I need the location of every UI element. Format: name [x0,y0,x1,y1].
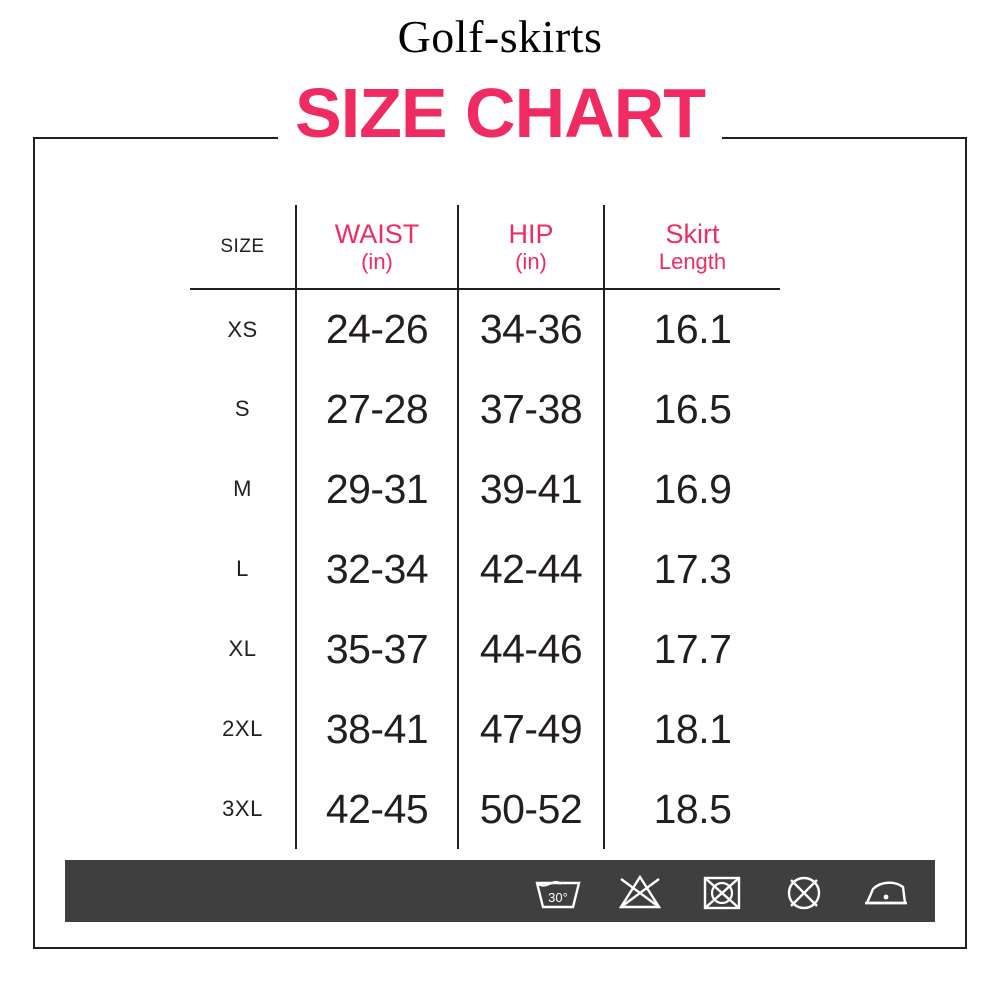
cell-waist: 35-37 [296,609,458,689]
do-not-dry-clean-icon [777,869,831,913]
cell-hip: 39-41 [458,449,604,529]
chart-frame [33,137,967,949]
iron-low-icon [859,869,913,913]
column-header-hip-label: HIP [508,219,554,250]
column-header-skirt-length-label: Skirt [665,219,720,250]
cell-waist: 27-28 [296,369,458,449]
cell-length: 16.9 [604,449,780,529]
cell-hip: 42-44 [458,529,604,609]
cell-hip: 47-49 [458,689,604,769]
cell-waist: 42-45 [296,769,458,849]
page-title: SIZE CHART [295,74,705,152]
cell-hip: 44-46 [458,609,604,689]
cell-length: 17.3 [604,529,780,609]
column-header-waist-label: WAIST [334,219,420,250]
column-header-size: SIZE [190,205,296,289]
cell-hip: 50-52 [458,769,604,849]
cell-length: 16.1 [604,289,780,369]
cell-length: 18.5 [604,769,780,849]
svg-text:30°: 30° [548,890,568,905]
column-header-hip-unit: (in) [515,248,547,274]
cell-size: L [236,556,249,581]
cell-waist: 29-31 [296,449,458,529]
cell-size: 2XL [222,716,263,741]
cell-size: M [233,476,252,501]
column-header-skirt-length-unit: Length [658,248,727,274]
column-header-waist-unit: (in) [361,248,393,274]
cell-length: 16.5 [604,369,780,449]
do-not-bleach-icon [613,869,667,913]
cell-length: 17.7 [604,609,780,689]
cell-waist: 32-34 [296,529,458,609]
care-icon-group [531,869,913,913]
cell-length: 18.1 [604,689,780,769]
cell-size: S [234,396,251,421]
cell-waist: 38-41 [296,689,458,769]
cell-size: XL [228,636,257,661]
do-not-tumble-dry-icon [695,869,749,913]
cell-hip: 37-38 [458,369,604,449]
cell-waist: 24-26 [296,289,458,369]
wash-30-degrees-icon [531,869,585,913]
cell-hip: 34-36 [458,289,604,369]
brand-title: Golf-skirts [397,11,603,62]
care-instructions-bar [65,860,935,922]
cell-size: 3XL [222,796,263,821]
cell-size: XS [227,316,258,342]
